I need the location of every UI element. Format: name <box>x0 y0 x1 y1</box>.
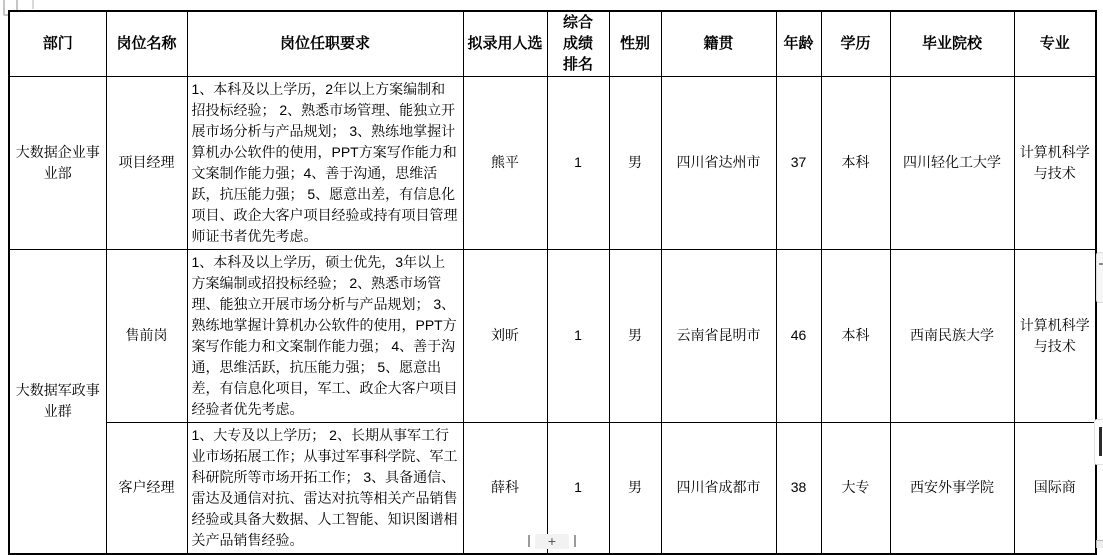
col-header-rank: 综合成绩排名 <box>547 11 609 76</box>
cell-school: 西安外事学院 <box>890 422 1014 554</box>
cell-gender: 男 <box>609 422 661 554</box>
divider <box>574 535 576 547</box>
cell-education: 大专 <box>821 422 890 554</box>
cell-position: 客户经理 <box>106 422 187 554</box>
col-header-education: 学历 <box>821 11 890 76</box>
cell-department: 大数据企业事业部 <box>9 76 106 249</box>
cell-candidate: 刘昕 <box>463 249 547 422</box>
col-header-hometown: 籍贯 <box>661 11 776 76</box>
col-header-candidate: 拟录用人选 <box>463 11 547 76</box>
cell-major: 国际商 <box>1014 422 1096 554</box>
cell-age: 46 <box>776 249 821 422</box>
cell-hometown: 四川省达州市 <box>661 76 776 249</box>
table-row <box>9 76 1096 249</box>
cell-requirements: 1、大专及以上学历； 2、长期从事军工行业市场拓展工作；从事过军事科学院、军工科研院所等市场开拓工作； 3、具备通信、雷达及通信对抗、雷达对抗等相关产品销售经验或具备大数据、人工智能、知识图谱相关产品销售经验。 <box>187 422 463 554</box>
col-header-gender: 性别 <box>609 11 661 76</box>
cell-rank: 1 <box>547 422 609 554</box>
cell-school: 西南民族大学 <box>890 249 1014 422</box>
cell-department: 大数据军政事业群 <box>9 249 106 554</box>
cell-requirements: 1、本科及以上学历，2年以上方案编制和招投标经验； 2、熟悉市场管理、能独立开展市场分析与产品规划； 3、熟练地掌握计算机办公软件的使用，PPT方案写作能力和文案制作能力强；4、善于沟通，思维活跃，抗压能力强； 5、愿意出差，有信息化项目、政企大客户项目经验或持有项目管理师证书者优先考虑。 <box>187 76 463 249</box>
cell-hometown: 四川省成都市 <box>661 422 776 554</box>
col-header-department: 部门 <box>9 11 106 76</box>
cell-candidate: 薛科 <box>463 422 547 554</box>
col-header-age: 年龄 <box>776 11 821 76</box>
cell-position: 售前岗 <box>106 249 187 422</box>
cell-hometown: 云南省昆明市 <box>661 249 776 422</box>
add-row-button[interactable] <box>535 534 569 549</box>
col-header-major: 专业 <box>1014 11 1096 76</box>
cell-age: 37 <box>776 76 821 249</box>
col-header-position: 岗位名称 <box>106 11 187 76</box>
cell-education: 本科 <box>821 76 890 249</box>
cell-candidate: 熊平 <box>463 76 547 249</box>
scrollbar-fragment[interactable] <box>1094 419 1103 465</box>
plus-icon: + <box>547 533 557 549</box>
floating-toolbar-fragment[interactable] <box>1096 252 1103 303</box>
cell-rank: 1 <box>547 76 609 249</box>
cell-requirements: 1、本科及以上学历，硕士优先，3年以上方案编制或招投标经验； 2、熟悉市场管理、能独立开展市场分析与产品规划； 3、熟练地掌握计算机办公软件的使用，PPT方案写作能力和文案制作能力强； 4、善于沟通，思维活跃，抗压能力强； 5、愿意出差，有信息化项目，军工、政企大客户项目经验者优先考虑。 <box>187 249 463 422</box>
cell-major: 计算机科学与技术 <box>1014 76 1096 249</box>
cell-gender: 男 <box>609 76 661 249</box>
cell-position: 项目经理 <box>106 76 187 249</box>
cell-major: 计算机科学与技术 <box>1014 249 1096 422</box>
divider <box>528 535 530 547</box>
table-row <box>9 249 1096 422</box>
cell-age: 38 <box>776 422 821 554</box>
header-row <box>9 11 1096 76</box>
cell-gender: 男 <box>609 249 661 422</box>
gridline-fragment <box>32 0 34 9</box>
cell-school: 四川轻化工大学 <box>890 76 1014 249</box>
col-header-school: 毕业院校 <box>890 11 1014 76</box>
cell-education: 本科 <box>821 249 890 422</box>
resize-corner-icon <box>1096 540 1103 548</box>
col-header-requirements: 岗位任职要求 <box>187 11 463 76</box>
add-row-control <box>528 533 576 549</box>
cell-rank: 1 <box>547 249 609 422</box>
candidates-table <box>8 10 1097 555</box>
